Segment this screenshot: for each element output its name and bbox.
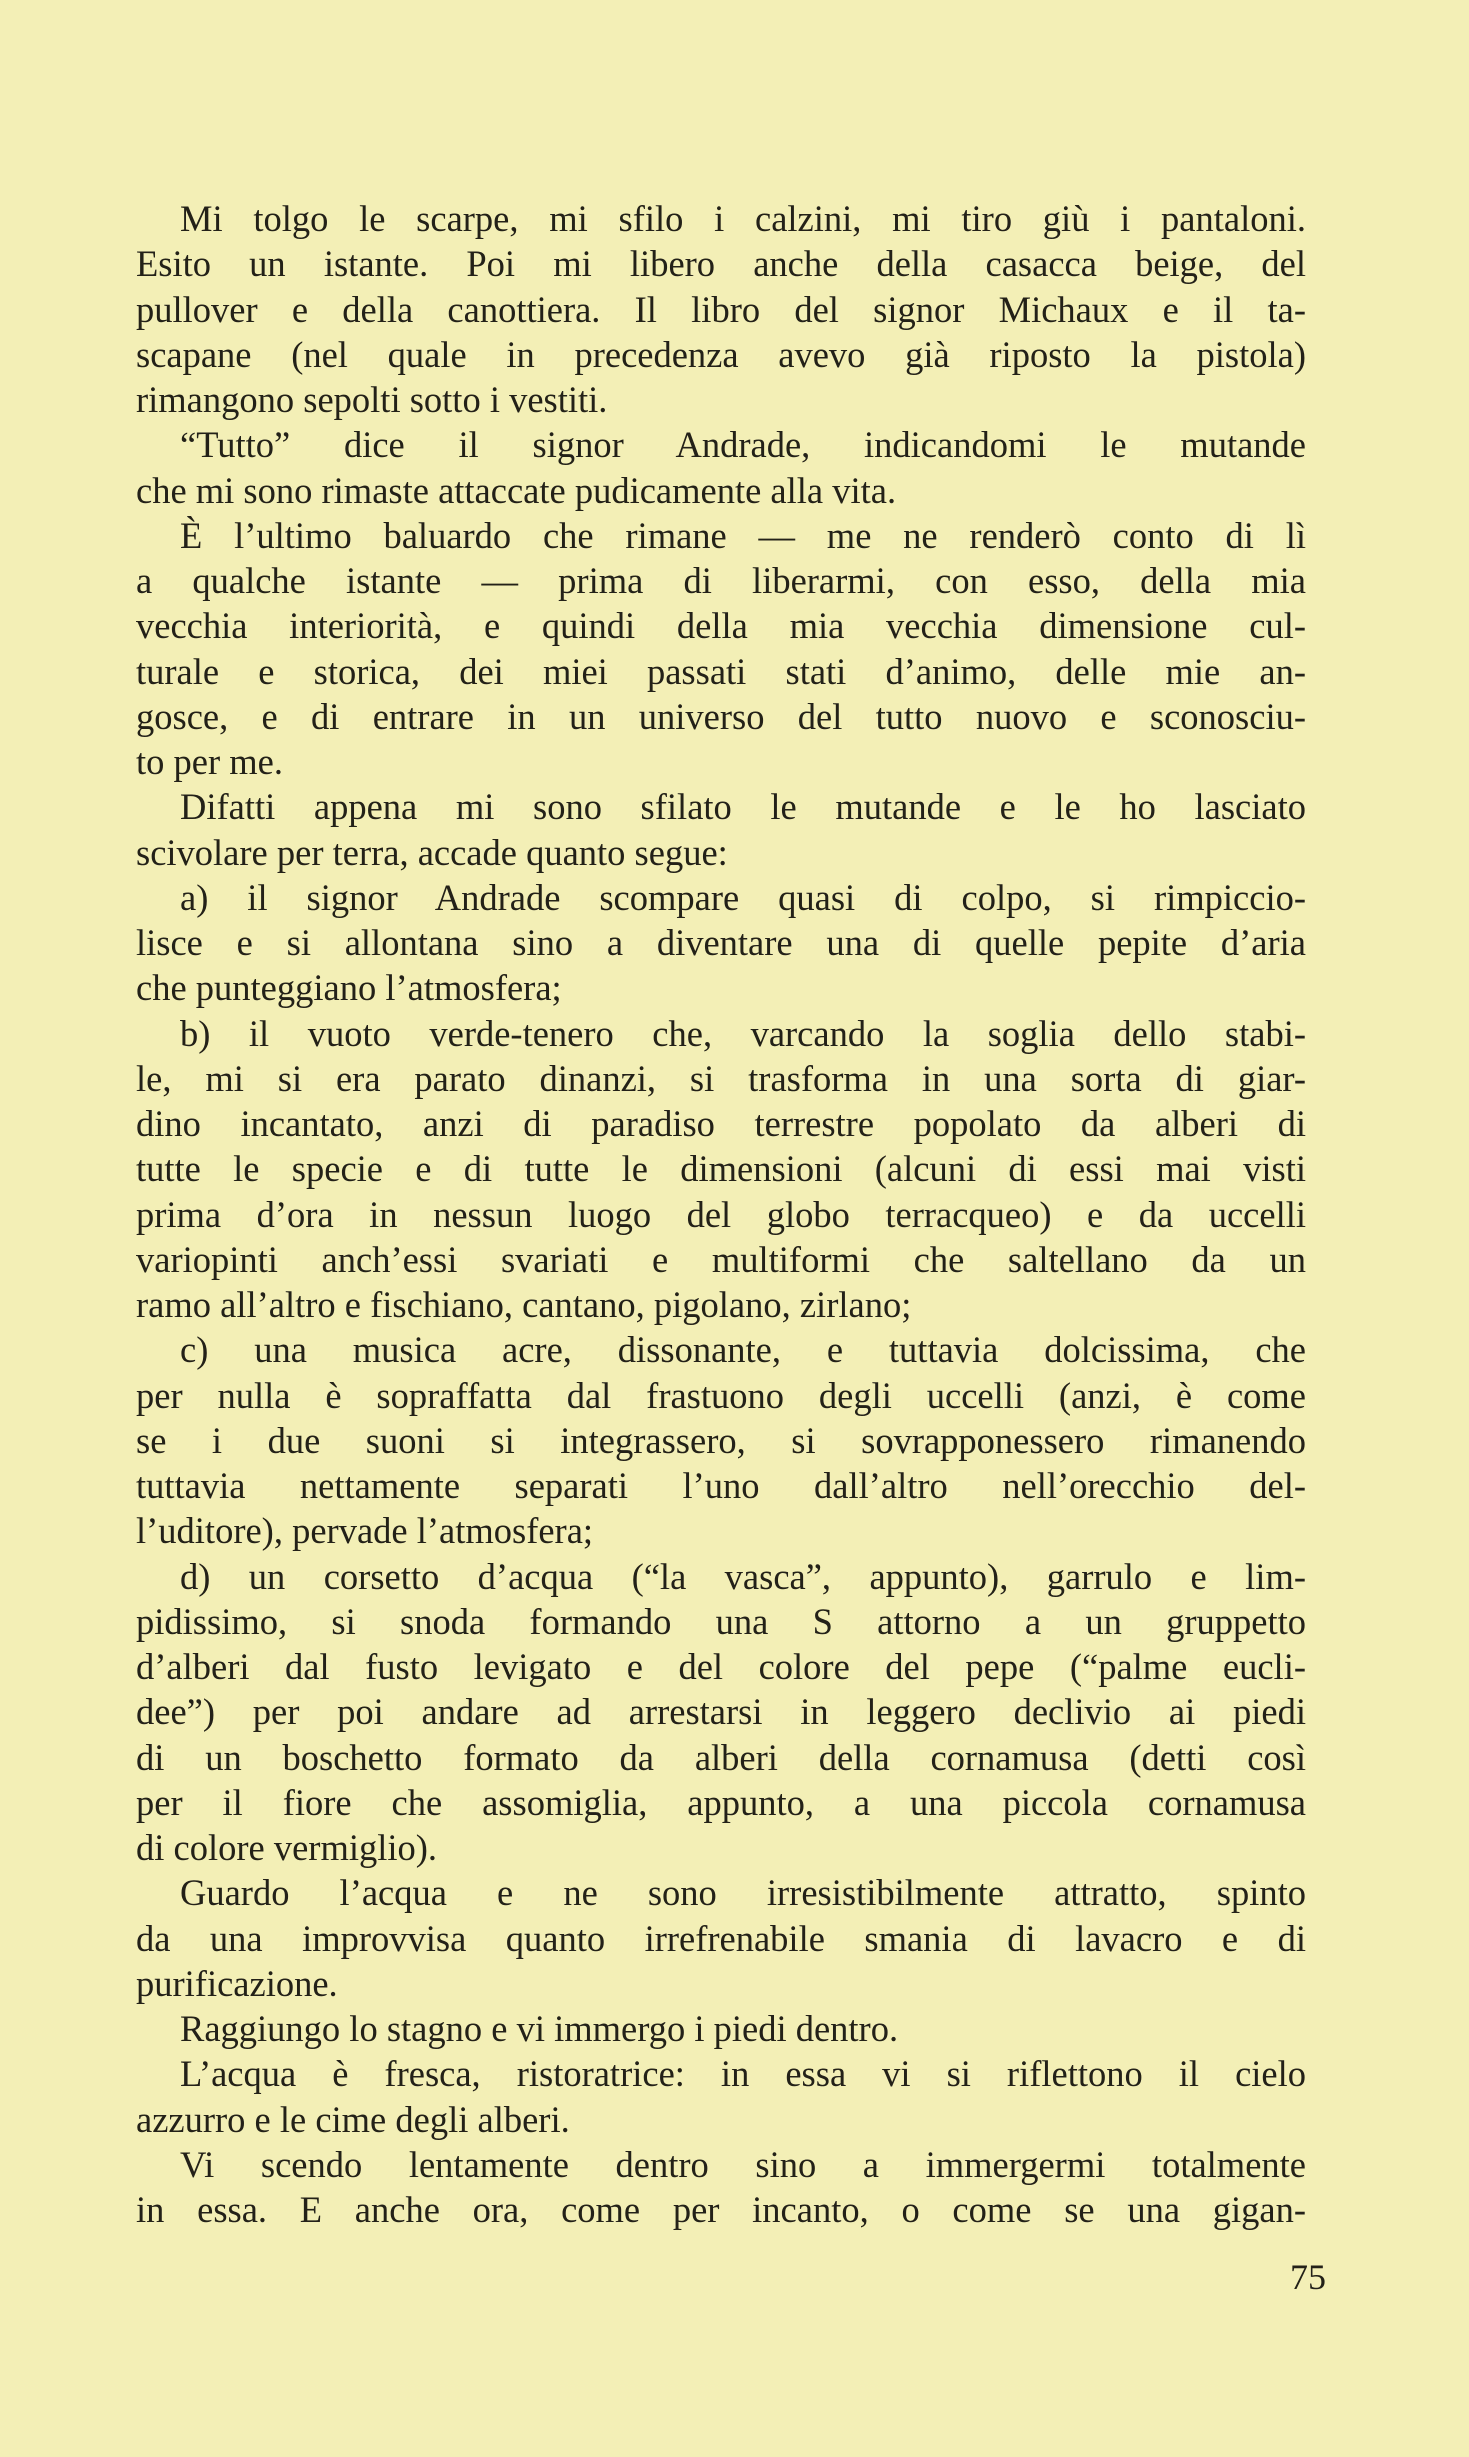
text-line: d) un corsetto d’acqua (“la vasca”, appunto), garrulo e lim- bbox=[180, 1555, 1306, 1597]
text-line: tutte le specie e di tutte le dimensioni (alcuni di essi mai visti bbox=[136, 1148, 1306, 1190]
text-line: scivolare per terra, accade quanto segue: bbox=[136, 831, 728, 873]
text-line: da una improvvisa quanto irrefrenabile smania di lavacro e di bbox=[136, 1917, 1306, 1959]
text-line: di colore vermiglio). bbox=[136, 1827, 438, 1868]
text-line: lisce e si allontana sino a diventare una di quelle pepite d’aria bbox=[136, 922, 1306, 963]
text-line: se i due suoni si integrassero, si sovrapponessero rimanendo bbox=[136, 1419, 1306, 1461]
text-line: Guardo l’acqua e ne sono irresistibilmente attratto, spinto bbox=[180, 1872, 1306, 1914]
text-line: che punteggiano l’atmosfera; bbox=[136, 967, 562, 1009]
text-line: purificazione. bbox=[136, 1962, 338, 2004]
text-line: gosce, e di entrare in un universo del tutto nuovo e sconosciu- bbox=[136, 695, 1306, 737]
page-number: 75 bbox=[1290, 2257, 1326, 2297]
text-line: Raggiungo lo stagno e vi immergo i piedi dentro. bbox=[180, 2008, 899, 2049]
text-line: È l’ultimo baluardo che rimane — me ne renderò conto di lì bbox=[180, 514, 1306, 556]
text-line: che mi sono rimaste attaccate pudicamente alla vita. bbox=[136, 469, 897, 511]
text-line: Esito un istante. Poi mi libero anche della casacca beige, del bbox=[136, 243, 1306, 285]
text-line: rimangono sepolti sotto i vestiti. bbox=[136, 379, 608, 420]
text-line: prima d’ora in nessun luogo del globo terracqueo) e da uccelli bbox=[136, 1193, 1306, 1235]
text-line: a qualche istante — prima di liberarmi, con esso, della mia bbox=[136, 560, 1306, 601]
text-line: l’uditore), pervade l’atmosfera; bbox=[136, 1510, 594, 1552]
text-line: a) il signor Andrade scompare quasi di colpo, si rimpiccio- bbox=[180, 876, 1306, 918]
text-line: “Tutto” dice il signor Andrade, indicandomi le mutande bbox=[180, 424, 1306, 466]
text-line: L’acqua è fresca, ristoratrice: in essa vi si riflettono il cielo bbox=[180, 2053, 1306, 2095]
text-line: b) il vuoto verde-tenero che, varcando la soglia dello stabi- bbox=[180, 1012, 1306, 1054]
text-line: dee”) per poi andare ad arrestarsi in leggero declivio ai piedi bbox=[136, 1691, 1306, 1733]
text-line: vecchia interiorità, e quindi della mia vecchia dimensione cul- bbox=[136, 605, 1306, 647]
text-line: to per me. bbox=[136, 741, 283, 782]
text-line: le, mi si era parato dinanzi, si trasforma in una sorta di giar- bbox=[136, 1057, 1306, 1099]
text-line: c) una musica acre, dissonante, e tuttavia dolcissima, che bbox=[180, 1329, 1306, 1371]
text-line: in essa. E anche ora, come per incanto, o come se una gigan- bbox=[136, 2189, 1306, 2230]
text-line: Vi scendo lentamente dentro sino a immergermi totalmente bbox=[180, 2143, 1306, 2185]
text-line: azzurro e le cime degli alberi. bbox=[136, 2098, 570, 2140]
text-line: pullover e della canottiera. Il libro del signor Michaux e il ta- bbox=[136, 288, 1306, 330]
text-line: d’alberi dal fusto levigato e del colore del pepe (“palme eucli- bbox=[136, 1646, 1306, 1687]
text-line: di un boschetto formato da alberi della cornamusa (detti così bbox=[136, 1736, 1306, 1778]
text-line: ramo all’altro e fischiano, cantano, pigolano, zirlano; bbox=[136, 1284, 912, 1325]
text-line: per il fiore che assomiglia, appunto, a una piccola cornamusa bbox=[136, 1781, 1306, 1823]
text-line: pidissimo, si snoda formando una S attorno a un gruppetto bbox=[136, 1600, 1306, 1642]
text-line: turale e storica, dei miei passati stati d’animo, delle mie an- bbox=[136, 650, 1306, 692]
text-line: scapane (nel quale in precedenza avevo già riposto la pistola) bbox=[136, 333, 1306, 375]
text-line: Mi tolgo le scarpe, mi sfilo i calzini, mi tiro giù i pantaloni. bbox=[180, 198, 1306, 239]
text-line: variopinti anch’essi svariati e multiformi che saltellano da un bbox=[136, 1238, 1306, 1280]
text-line: per nulla è sopraffatta dal frastuono degli uccelli (anzi, è come bbox=[136, 1374, 1306, 1416]
body-text bbox=[136, 196, 1306, 2232]
text-line: dino incantato, anzi di paradiso terrestre popolato da alberi di bbox=[136, 1103, 1306, 1144]
text-line: Difatti appena mi sono sfilato le mutande e le ho lasciato bbox=[180, 786, 1306, 828]
text-line: tuttavia nettamente separati l’uno dall’altro nell’orecchio del- bbox=[136, 1465, 1306, 1506]
